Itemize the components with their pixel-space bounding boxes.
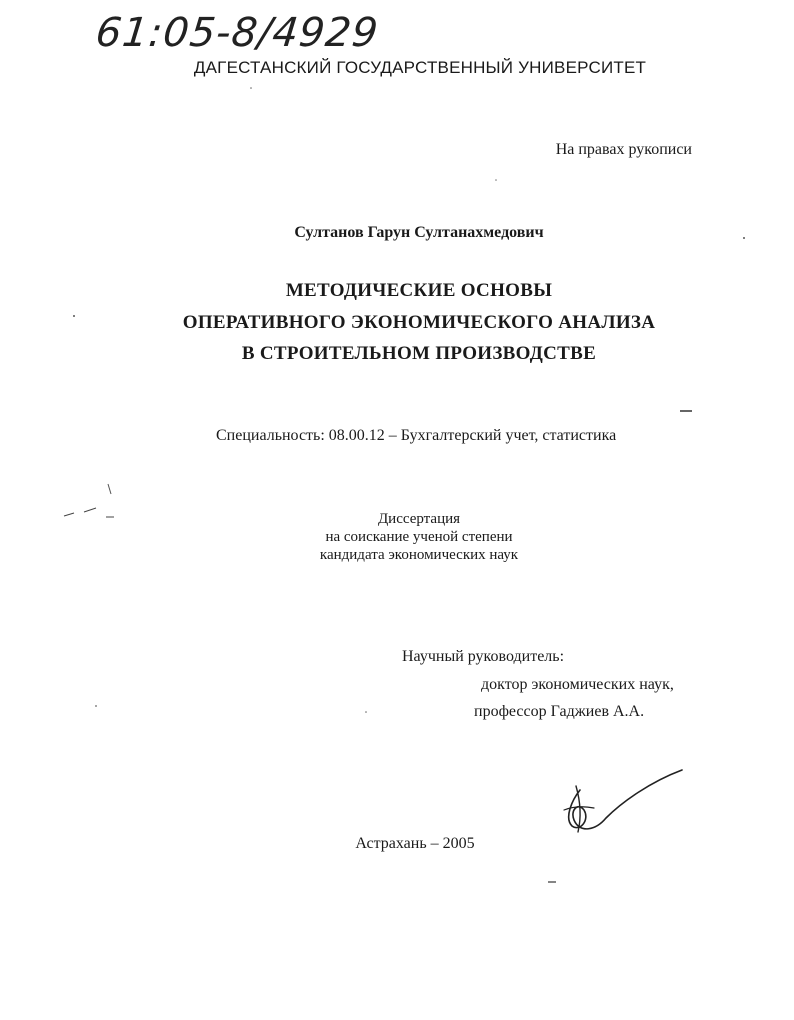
rights-note: На правах рукописи [555,141,692,158]
university-name: ДАГЕСТАНСКИЙ ГОСУДАРСТВЕННЫЙ УНИВЕРСИТЕТ [193,58,647,77]
supervisor-label: Научный руководитель: [402,648,565,665]
dissertation-line-2: на соискание ученой степени [325,529,513,545]
supervisor-name: профессор Гаджиев А.А. [474,703,645,720]
title-line-1: МЕТОДИЧЕСКИЕ ОСНОВЫ [285,280,553,301]
dissertation-line-1: Диссертация [377,511,461,527]
archive-code: 61:05-8/4929 [93,10,381,56]
city-year: Астрахань – 2005 [355,835,475,852]
specialty-line: Специальность: 08.00.12 – Бухгалтерский учет, статистика [216,427,617,444]
author-name: Султанов Гарун Султанахмедович [294,224,544,241]
title-line-2: ОПЕРАТИВНОГО ЭКОНОМИЧЕСКОГО АНАЛИЗА [182,312,656,333]
title-line-3: В СТРОИТЕЛЬНОМ ПРОИЗВОДСТВЕ [241,343,597,364]
dissertation-line-3: кандидата экономических наук [319,547,519,563]
supervisor-degree: доктор экономических наук, [481,676,674,693]
